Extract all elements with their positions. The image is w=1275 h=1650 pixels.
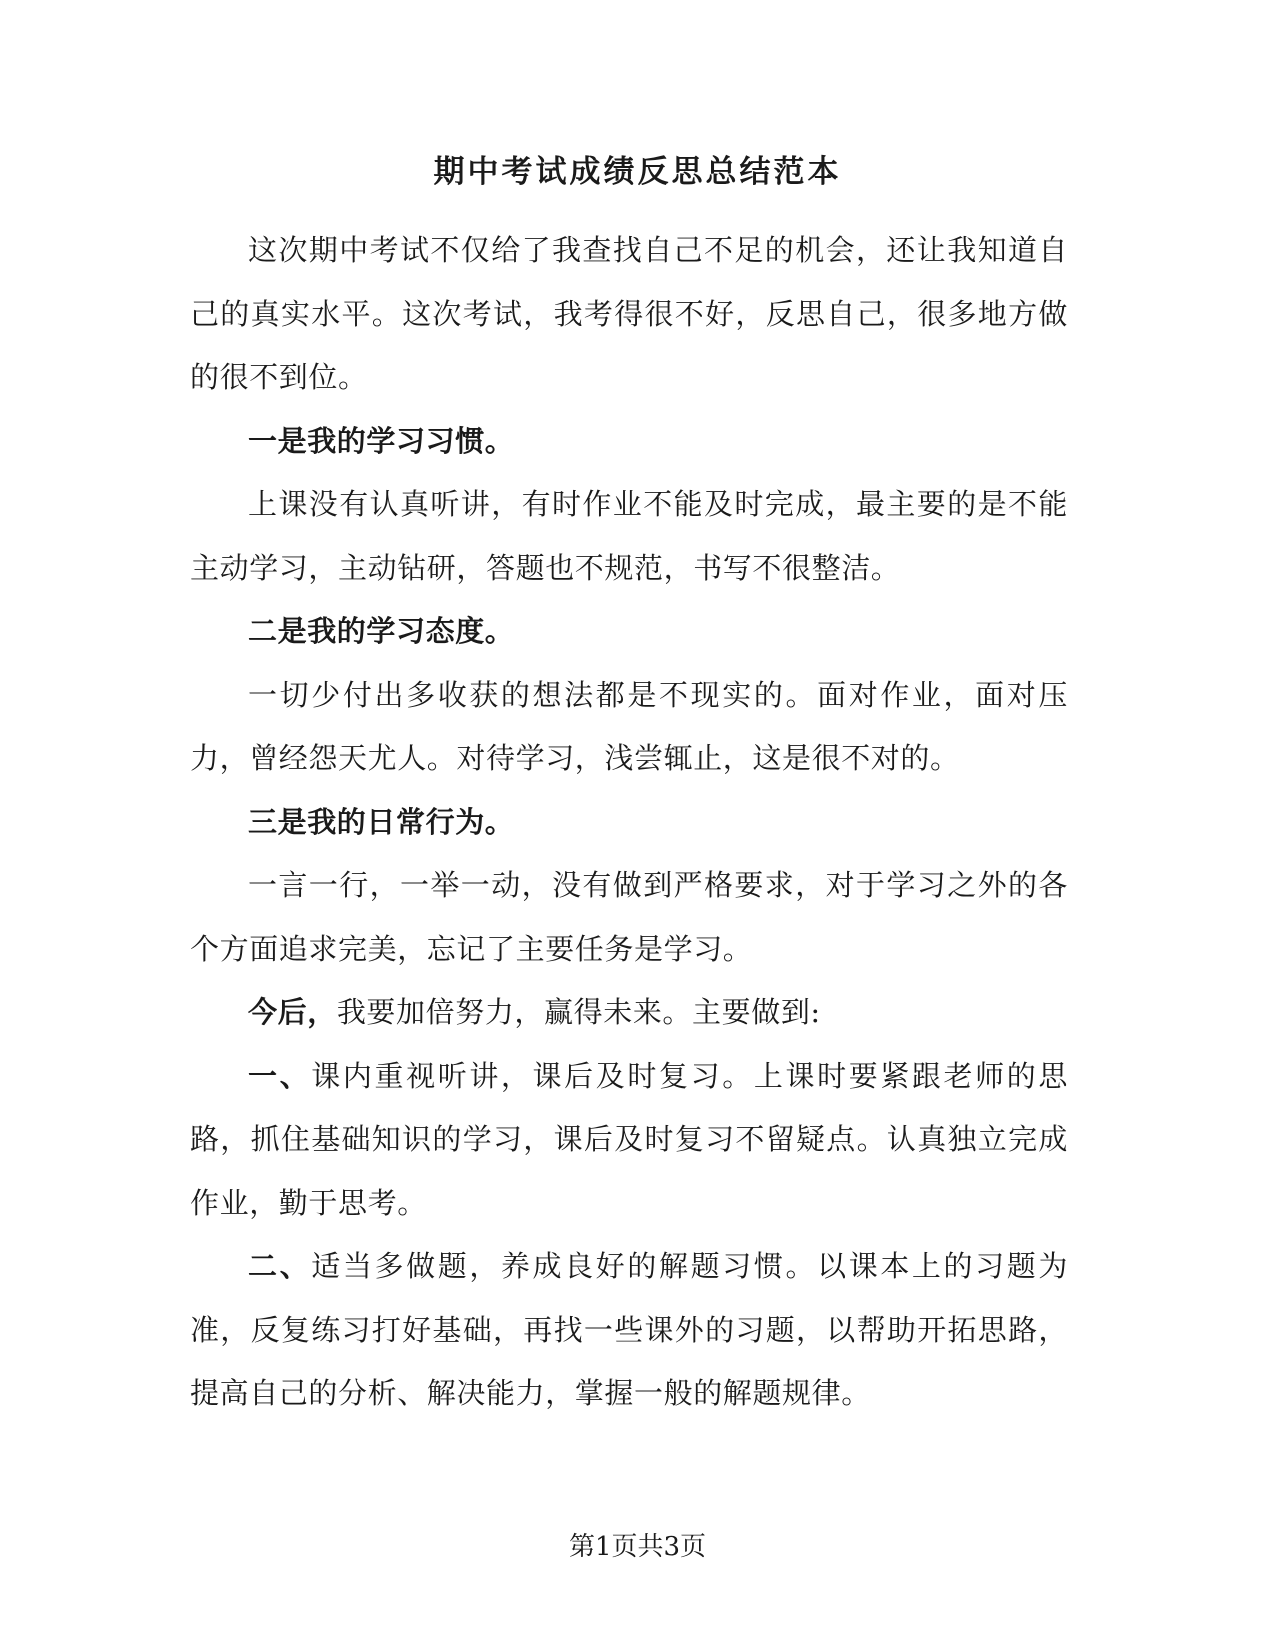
habits-paragraph: 上课没有认真听讲，有时作业不能及时完成，最主要的是不能主动学习，主动钻研，答题也不规范，书写不很整洁。	[190, 487, 1068, 585]
document-body	[190, 219, 1068, 1426]
page-number-footer: 第1页共3页	[568, 1532, 707, 1562]
attitude-paragraph: 一切少付出多收获的想法都是不现实的。面对作业，面对压力，曾经怨天尤人。对待学习，浅尝辄止，这是很不对的。	[190, 677, 1068, 775]
plan-item-2-text: 适当多做题，养成良好的解题习惯。以课本上的习题为准，反复练习打好基础，再找一些课外的习题，以帮助开拓思路，提高自己的分析、解决能力，掌握一般的解题规律。	[190, 1249, 1068, 1410]
plan-item-1-text: 课内重视听讲，课后及时复习。上课时要紧跟老师的思路，抓住基础知识的学习，课后及时复习不留疑点。认真独立完成作业，勤于思考。	[190, 1058, 1068, 1220]
page-title: 期中考试成绩反思总结范本	[433, 154, 842, 190]
plan-item-2	[190, 1235, 1068, 1426]
section-heading-attitude: 二是我的学习态度。	[248, 614, 515, 648]
section-heading-behavior: 三是我的日常行为。	[248, 804, 515, 839]
plan-item-1	[190, 1045, 1068, 1236]
plan-item-1-number: 一、	[248, 1058, 312, 1093]
future-plan-lead: 今后，	[248, 995, 337, 1029]
plan-item-2-number: 二、	[248, 1249, 312, 1283]
behavior-paragraph: 一言一行，一举一动，没有做到严格要求，对于学习之外的各个方面追求完美，忘记了主要任务是学习。	[190, 868, 1068, 966]
future-plan-text: 我要加倍努力，赢得未来。主要做到:	[336, 995, 821, 1029]
future-plan-paragraph	[190, 981, 1068, 1045]
intro-paragraph: 这次期中考试不仅给了我查找自己不足的机会，还让我知道自己的真实水平。这次考试，我考得很不好，反思自己，很多地方做的很不到位。	[190, 233, 1068, 394]
section-heading-habits: 一是我的学习习惯。	[248, 423, 515, 458]
